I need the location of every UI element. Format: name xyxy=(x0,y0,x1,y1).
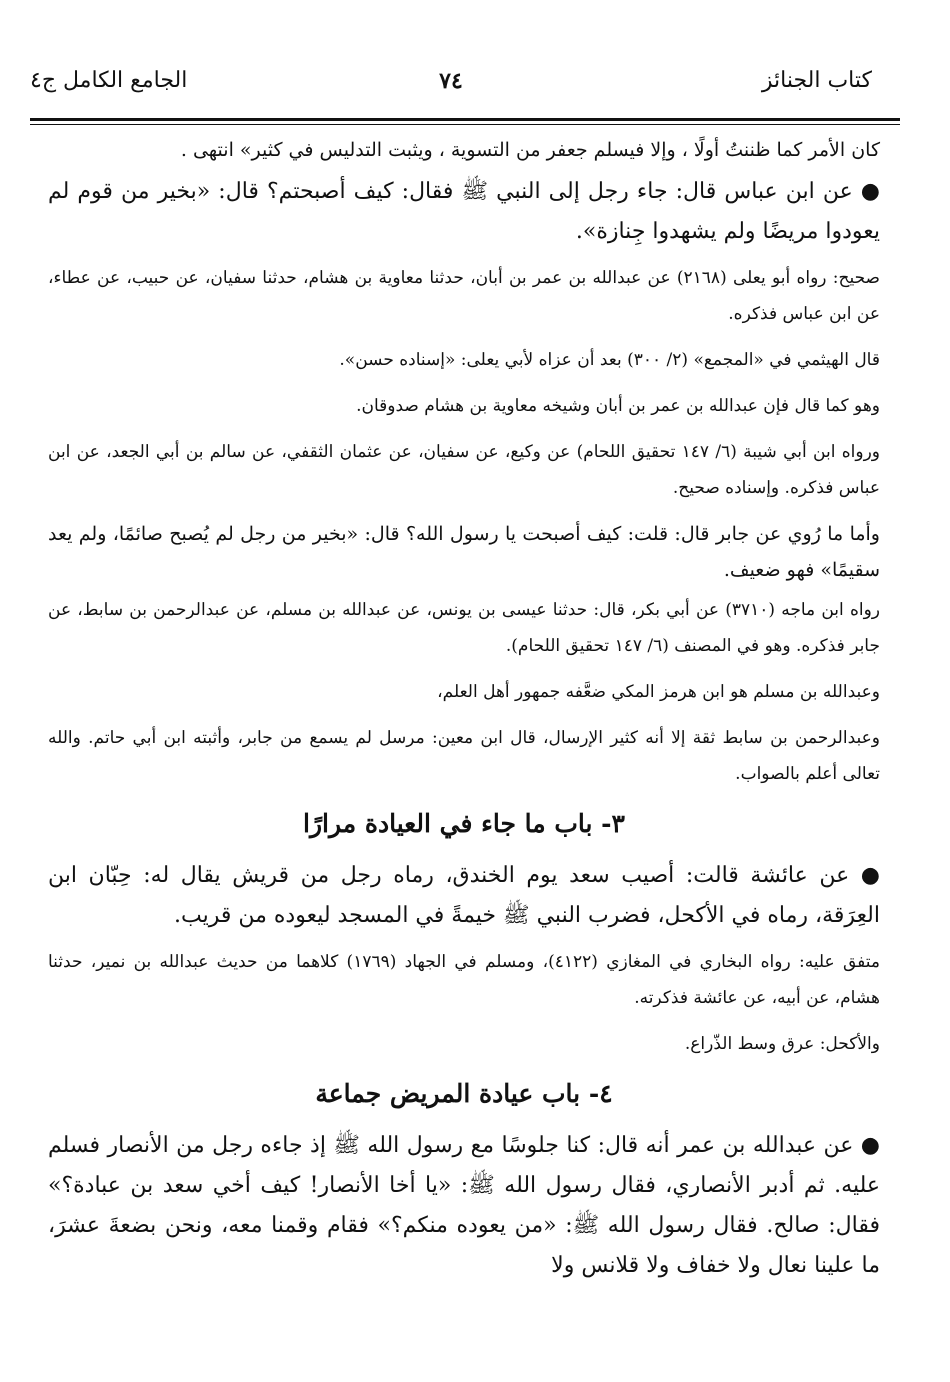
hadith-paragraph: ● عن ابن عباس قال: جاء رجل إلى النبي ﷺ فقال: كيف أصبحتم؟ قال: «بخير من قوم لم يعودوا مريضًا ولم يشهدوا جِنازة». xyxy=(48,179,880,244)
commentary-paragraph: صحيح: رواه أبو يعلى (٢١٦٨) عن عبدالله بن عمر بن أبان، حدثنا معاوية بن هشام، حدثنا سفيان، عن حبيب، عن عطاء، عن ابن عباس فذكره. xyxy=(48,268,880,324)
commentary-paragraph: قال الهيثمي في «المجمع» (٢/ ٣٠٠) بعد أن عزاه لأبي يعلى: «إسناده حسن». xyxy=(339,350,880,370)
hadith-paragraph: ● عن عائشة قالت: أصيب سعد يوم الخندق، رماه رجل من قريش يقال له: حِبّان ابن العِرَقة، رماه في الأكحل، فضرب النبي ﷺ خيمةً في المسجد ليعوده من قريب. xyxy=(48,863,880,928)
section-title: ٣- باب ما جاء في العيادة مرارًا xyxy=(303,809,625,838)
header-divider-thin xyxy=(30,124,900,125)
commentary-paragraph: وعبدالله بن مسلم هو ابن هرمز المكي ضعَّفه جمهور أهل العلم، xyxy=(437,682,880,702)
page-number: ٧٤ xyxy=(439,68,463,94)
commentary-paragraph: متفق عليه: رواه البخاري في المغازي (٤١٢٢)، ومسلم في الجهاد (١٧٦٩) كلاهما من حديث عبدالله بن نمير، حدثنا هشام، عن أبيه، عن عائشة فذكرته. xyxy=(48,952,880,1008)
hadith-paragraph: ● عن عبدالله بن عمر أنه قال: كنا جلوسًا مع رسول الله ﷺ إذ جاءه رجل من الأنصار فسلم عليه. ثم أدبر الأنصاري، فقال رسول الله ﷺ: «يا أخا الأنصار! كيف أخي سعد بن عبادة؟» فقال: صالح. فقال رسول الله ﷺ: «من يعوده منكم؟» فقام وقمنا معه، ونحن بضعةَ عشرَ، ما علينا نعال ولا خفاف ولا قلانس ولا xyxy=(48,1133,880,1278)
intro-paragraph: كان الأمر كما ظننتُ أولًا ، وإلا فيسلم جعفر من التسوية ، ويثبت التدليس في كثير» انتهى . xyxy=(180,139,880,161)
page-body xyxy=(48,132,880,1286)
commentary-paragraph: وأما ما رُوي عن جابر قال: قلت: كيف أصبحت يا رسول الله؟ قال: «بخير من رجل لم يُصبح صائمًا، ولم يعد سقيمًا» فهو ضعيف. xyxy=(48,523,880,581)
book-title: الجامع الكامل ج٤ xyxy=(30,68,188,93)
commentary-paragraph: ورواه ابن أبي شيبة (٦/ ١٤٧ تحقيق اللحام) عن وكيع، عن سفيان، عن عثمان الثقفي، عن سالم بن أبي الجعد، عن ابن عباس فذكره. وإسناده صحيح. xyxy=(48,442,880,498)
section-title: ٤- باب عيادة المريض جماعة xyxy=(315,1079,613,1108)
chapter-title: كتاب الجنائز xyxy=(761,68,872,93)
page-header xyxy=(30,68,872,108)
commentary-paragraph: رواه ابن ماجه (٣٧١٠) عن أبي بكر، قال: حدثنا عيسى بن يونس، عن عبدالله بن مسلم، عن عبدالرحمن بن سابط، عن جابر فذكره. وهو في المصنف (٦/ ١٤٧ تحقيق اللحام). xyxy=(48,600,880,656)
commentary-paragraph: وعبدالرحمن بن سابط ثقة إلا أنه كثير الإرسال، قال ابن معين: مرسل لم يسمع من جابر، وأثبته ابن أبي حاتم. والله تعالى أعلم بالصواب. xyxy=(48,728,880,784)
commentary-paragraph: والأكحل: عرق وسط الذّراع. xyxy=(684,1034,880,1054)
header-divider xyxy=(30,118,900,121)
commentary-paragraph: وهو كما قال فإن عبدالله بن عمر بن أبان وشيخه معاوية بن هشام صدوقان. xyxy=(356,396,880,416)
